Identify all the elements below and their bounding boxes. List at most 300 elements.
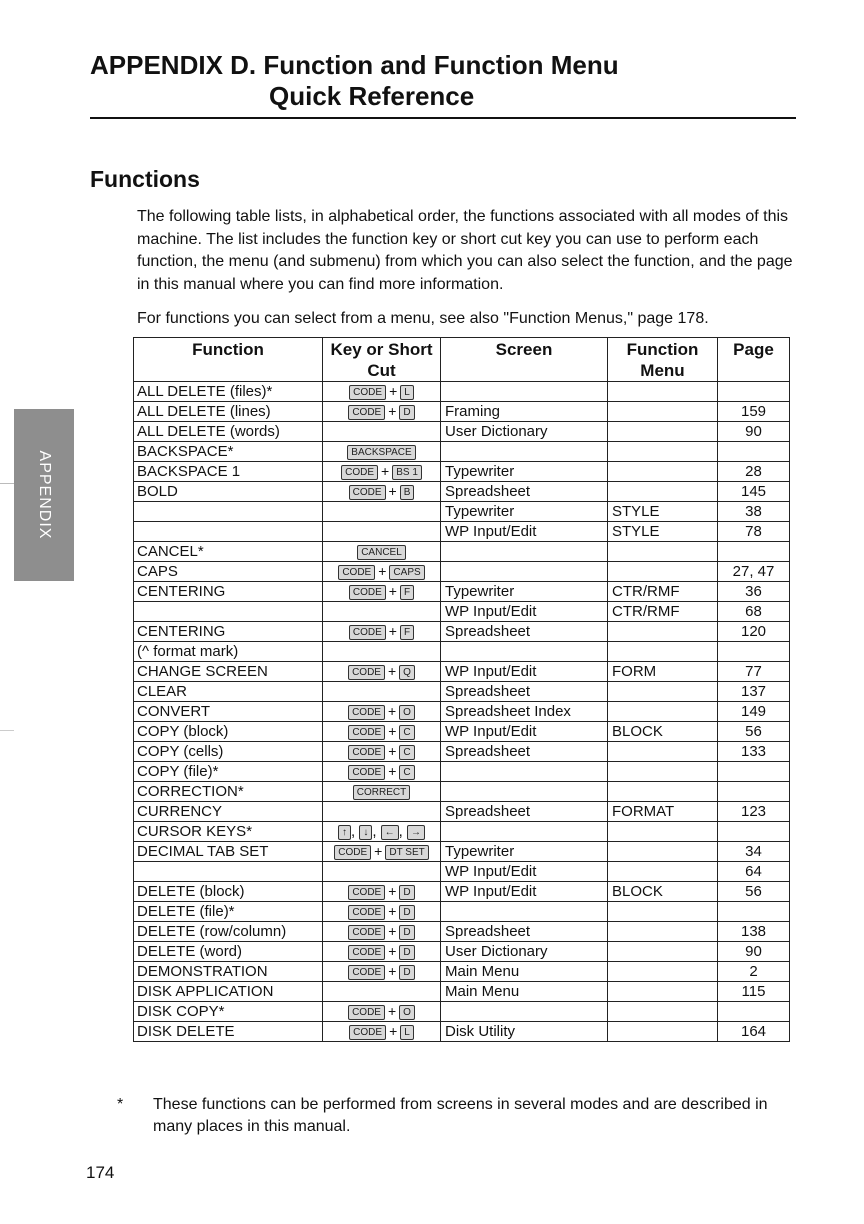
cell-menu — [608, 522, 718, 542]
title-rule — [90, 117, 796, 119]
keycap-icon: BS 1 — [392, 465, 422, 480]
keycap-icon: ↑ — [338, 825, 351, 840]
cell-key — [323, 542, 441, 562]
cell-function-text: CURSOR KEYS* — [137, 823, 253, 840]
footnote — [117, 1094, 797, 1138]
cell-screen — [441, 502, 608, 522]
cell-key: CODE + D — [323, 882, 441, 902]
cell-function-text: CENTERING — [137, 583, 226, 600]
margin-mark — [0, 483, 14, 484]
cell-screen — [441, 902, 608, 922]
cell-page — [718, 662, 790, 682]
keycap-icon: Q — [399, 665, 415, 680]
cell-key — [323, 802, 441, 822]
cell-function-text: CENTERING — [137, 623, 226, 640]
keycap-icon: CODE — [349, 625, 386, 640]
cell-screen — [441, 702, 608, 722]
cell-screen — [441, 882, 608, 902]
keycap-icon: CODE — [348, 965, 385, 980]
keycap-icon: ← — [381, 825, 399, 840]
cell-function-text: DELETE (row/column) — [137, 923, 287, 940]
cell-page-text: 164 — [740, 1023, 767, 1040]
cell-page — [718, 922, 790, 942]
cell-screen — [441, 662, 608, 682]
cell-page-text: 159 — [740, 403, 767, 420]
cell-page-text: 138 — [740, 923, 767, 940]
table-row — [134, 902, 790, 922]
cell-menu — [608, 922, 718, 942]
cell-page-text: 28 — [745, 463, 762, 480]
keycap-icon: CODE — [348, 945, 385, 960]
cell-function-text: DECIMAL TAB SET — [137, 843, 269, 860]
cell-key: CODE + Q — [323, 662, 441, 682]
cell-page — [718, 462, 790, 482]
cell-page — [718, 642, 790, 662]
cell-function — [134, 562, 323, 582]
cell-screen — [441, 1022, 608, 1042]
cell-function — [134, 442, 323, 462]
keycap-icon: CODE — [348, 765, 385, 780]
cell-screen — [441, 482, 608, 502]
cell-screen-text: Spreadsheet — [445, 683, 531, 700]
table-row — [134, 862, 790, 882]
cell-page — [718, 502, 790, 522]
table-row — [134, 802, 790, 822]
cell-screen-text: WP Input/Edit — [445, 723, 537, 740]
cell-key: CODE + D — [323, 402, 441, 422]
keycap-icon: CODE — [349, 585, 386, 600]
cell-screen — [441, 562, 608, 582]
keycap-icon: D — [399, 925, 414, 940]
keycap-icon: BACKSPACE — [347, 445, 415, 460]
cell-function-text: ALL DELETE (files)* — [137, 383, 273, 400]
cell-menu-text: CTR/RMF — [612, 583, 680, 600]
cell-key: ↑ , ↓ , ← , → — [323, 822, 441, 842]
cell-function-text: DELETE (file)* — [137, 903, 235, 920]
cell-function-text: DISK APPLICATION — [137, 983, 274, 1000]
cell-key: CODE + F — [323, 582, 441, 602]
keycap-icon: ↓ — [359, 825, 372, 840]
table-row — [134, 602, 790, 622]
cell-function-text: CANCEL* — [137, 543, 204, 560]
cell-key: CODE + C — [323, 722, 441, 742]
cell-function — [134, 502, 323, 522]
cell-function — [134, 842, 323, 862]
keycap-icon: DT SET — [385, 845, 428, 860]
cell-key: CODE + D — [323, 902, 441, 922]
cell-key: CODE + O — [323, 1002, 441, 1022]
cell-menu — [608, 942, 718, 962]
table-row — [134, 982, 790, 1002]
cell-page — [718, 482, 790, 502]
cell-screen-text: WP Input/Edit — [445, 523, 537, 540]
keycap-icon: O — [399, 705, 415, 720]
cell-menu — [608, 842, 718, 862]
keycap-icon: CODE — [341, 465, 378, 480]
cell-page — [718, 582, 790, 602]
cell-page — [718, 1022, 790, 1042]
cell-page — [718, 962, 790, 982]
cell-menu — [608, 622, 718, 642]
cell-function-text: CORRECTION* — [137, 783, 244, 800]
cell-page — [718, 982, 790, 1002]
keycap-icon: CODE — [348, 885, 385, 900]
table-row — [134, 622, 790, 642]
cell-menu — [608, 962, 718, 982]
header-screen: Screen — [441, 338, 608, 382]
keycap-icon: CODE — [348, 725, 385, 740]
title-line-2: Quick Reference — [269, 81, 475, 111]
keycap-icon: F — [400, 585, 414, 600]
cell-screen — [441, 762, 608, 782]
cell-page — [718, 722, 790, 742]
cell-function — [134, 622, 323, 642]
cell-page — [718, 862, 790, 882]
cell-page — [718, 882, 790, 902]
cell-screen — [441, 922, 608, 942]
keycap-icon: → — [407, 825, 425, 840]
cell-menu — [608, 442, 718, 462]
keycap-icon: D — [399, 965, 414, 980]
cell-function — [134, 902, 323, 922]
keycap-icon: B — [400, 485, 415, 500]
cell-function — [134, 862, 323, 882]
cell-function — [134, 702, 323, 722]
cell-screen — [441, 862, 608, 882]
cell-function — [134, 542, 323, 562]
cell-key — [323, 422, 441, 442]
cell-menu — [608, 662, 718, 682]
keycap-icon: CORRECT — [353, 785, 410, 800]
cell-function — [134, 962, 323, 982]
intro-reference-paragraph: For functions you can select from a menu, see also "Function Menus," page 178. — [137, 310, 709, 327]
keycap-icon: CODE — [348, 665, 385, 680]
cell-function-text: DISK DELETE — [137, 1023, 235, 1040]
cell-screen-text: Spreadsheet Index — [445, 703, 571, 720]
header-menu: Function Menu — [608, 338, 718, 382]
cell-menu-text: BLOCK — [612, 883, 663, 900]
cell-screen — [441, 742, 608, 762]
cell-key: CODE + F — [323, 622, 441, 642]
cell-key: CODE + D — [323, 962, 441, 982]
cell-function — [134, 942, 323, 962]
cell-page-text: 56 — [745, 723, 762, 740]
cell-screen-text: User Dictionary — [445, 423, 548, 440]
cell-menu — [608, 762, 718, 782]
cell-function — [134, 662, 323, 682]
cell-page — [718, 602, 790, 622]
cell-page — [718, 442, 790, 462]
header-page: Page — [718, 338, 790, 382]
cell-key — [323, 502, 441, 522]
cell-function-text: BACKSPACE* — [137, 443, 234, 460]
cell-key — [323, 862, 441, 882]
table-row — [134, 542, 790, 562]
cell-page — [718, 702, 790, 722]
cell-function — [134, 1022, 323, 1042]
cell-function-text: DEMONSTRATION — [137, 963, 268, 980]
cell-menu — [608, 502, 718, 522]
keycap-icon: D — [399, 885, 414, 900]
cell-key: CODE + BS 1 — [323, 462, 441, 482]
table-row — [134, 822, 790, 842]
cell-key: CODE + B — [323, 482, 441, 502]
cell-screen-text: Typewriter — [445, 463, 515, 480]
table-row — [134, 382, 790, 402]
cell-screen — [441, 802, 608, 822]
cell-function-text: BACKSPACE 1 — [137, 463, 241, 480]
cell-function-text: CLEAR — [137, 683, 188, 700]
cell-screen-text: Main Menu — [445, 963, 520, 980]
cell-page-text: 68 — [745, 603, 762, 620]
cell-screen-text: Disk Utility — [445, 1023, 515, 1040]
cell-menu-text: STYLE — [612, 523, 660, 540]
keycap-icon: C — [399, 765, 414, 780]
cell-function-text: ALL DELETE (lines) — [137, 403, 271, 420]
cell-menu — [608, 882, 718, 902]
header-key: Key or Short Cut — [323, 338, 441, 382]
cell-screen — [441, 782, 608, 802]
cell-function — [134, 522, 323, 542]
table-row — [134, 742, 790, 762]
cell-key — [323, 642, 441, 662]
keycap-icon: CANCEL — [357, 545, 406, 560]
cell-function-text: CHANGE SCREEN — [137, 663, 268, 680]
keycap-icon: CODE — [348, 905, 385, 920]
cell-page — [718, 542, 790, 562]
cell-function-text: DELETE (block) — [137, 883, 245, 900]
cell-screen — [441, 682, 608, 702]
table-row — [134, 502, 790, 522]
cell-menu — [608, 462, 718, 482]
cell-page — [718, 622, 790, 642]
cell-function — [134, 462, 323, 482]
cell-menu — [608, 1022, 718, 1042]
cell-key: CODE + L — [323, 1022, 441, 1042]
cell-page — [718, 402, 790, 422]
cell-function-text: DISK COPY* — [137, 1003, 225, 1020]
cell-menu — [608, 582, 718, 602]
cell-menu-text: STYLE — [612, 503, 660, 520]
keycap-icon: CODE — [349, 1025, 386, 1040]
cell-function-text: COPY (cells) — [137, 743, 224, 760]
cell-function — [134, 822, 323, 842]
table-row — [134, 1002, 790, 1022]
cell-function — [134, 762, 323, 782]
table-row — [134, 762, 790, 782]
cell-screen-text: Typewriter — [445, 843, 515, 860]
appendix-side-tab — [14, 409, 74, 581]
cell-menu — [608, 482, 718, 502]
cell-function — [134, 402, 323, 422]
cell-function — [134, 602, 323, 622]
cell-function-text: BOLD — [137, 483, 178, 500]
cell-function — [134, 982, 323, 1002]
cell-page — [718, 842, 790, 862]
table-row — [134, 442, 790, 462]
cell-menu — [608, 542, 718, 562]
cell-function — [134, 482, 323, 502]
cell-page-text: 27, 47 — [732, 563, 775, 580]
cell-function-text: COPY (block) — [137, 723, 229, 740]
table-row — [134, 662, 790, 682]
cell-page — [718, 942, 790, 962]
keycap-icon: D — [399, 905, 414, 920]
cell-screen — [441, 462, 608, 482]
table-row — [134, 522, 790, 542]
cell-menu — [608, 642, 718, 662]
cell-key — [323, 442, 441, 462]
cell-key — [323, 982, 441, 1002]
keycap-icon: D — [399, 405, 414, 420]
cell-screen-text: Framing — [445, 403, 501, 420]
title-line-1: APPENDIX D. Function and Function Menu — [90, 50, 619, 80]
table-row — [134, 942, 790, 962]
keycap-icon: CODE — [338, 565, 375, 580]
cell-page — [718, 822, 790, 842]
cell-key: CODE + C — [323, 762, 441, 782]
cell-menu — [608, 382, 718, 402]
intro-paragraph: The following table lists, in alphabetical order, the functions associated with all modes of this machine. The list includes the function key or short cut key you can use to perform each function, the menu (and submenu) from which you can also select the function, and the page in this manual where you can find more information. — [137, 208, 793, 293]
cell-function — [134, 582, 323, 602]
cell-page-text: 90 — [745, 423, 762, 440]
cell-page — [718, 902, 790, 922]
cell-page — [718, 802, 790, 822]
cell-function — [134, 422, 323, 442]
cell-menu-text: CTR/RMF — [612, 603, 680, 620]
table-row — [134, 882, 790, 902]
cell-screen — [441, 962, 608, 982]
cell-screen — [441, 642, 608, 662]
cell-screen — [441, 382, 608, 402]
cell-function — [134, 682, 323, 702]
cell-menu — [608, 702, 718, 722]
table-row — [134, 682, 790, 702]
cell-screen — [441, 542, 608, 562]
cell-page-text: 77 — [745, 663, 762, 680]
cell-screen — [441, 602, 608, 622]
table-row — [134, 462, 790, 482]
keycap-icon: CODE — [349, 485, 386, 500]
table-row — [134, 842, 790, 862]
cell-screen — [441, 842, 608, 862]
cell-screen — [441, 522, 608, 542]
cell-menu-text: BLOCK — [612, 723, 663, 740]
cell-screen-text: Spreadsheet — [445, 803, 531, 820]
cell-function — [134, 642, 323, 662]
cell-menu — [608, 742, 718, 762]
cell-menu-text: FORM — [612, 663, 657, 680]
cell-page-text: 123 — [740, 803, 767, 820]
table-body — [134, 382, 790, 1042]
cell-screen-text: Spreadsheet — [445, 483, 531, 500]
cell-page-text: 56 — [745, 883, 762, 900]
keycap-icon: CODE — [348, 745, 385, 760]
cell-key — [323, 782, 441, 802]
cell-screen-text: Typewriter — [445, 503, 515, 520]
cell-function — [134, 742, 323, 762]
header-function: Function — [134, 338, 323, 382]
table-row — [134, 922, 790, 942]
cell-screen-text: WP Input/Edit — [445, 603, 537, 620]
cell-menu — [608, 602, 718, 622]
cell-function — [134, 782, 323, 802]
keycap-icon: C — [399, 745, 414, 760]
keycap-icon: CODE — [348, 1005, 385, 1020]
cell-menu — [608, 722, 718, 742]
cell-screen — [441, 622, 608, 642]
cell-key — [323, 602, 441, 622]
cell-screen — [441, 1002, 608, 1022]
cell-page — [718, 562, 790, 582]
cell-function-text: ALL DELETE (words) — [137, 423, 280, 440]
cell-key: CODE + CAPS — [323, 562, 441, 582]
cell-page-text: 145 — [740, 483, 767, 500]
cell-menu — [608, 402, 718, 422]
cell-function-text: (^ format mark) — [137, 643, 239, 660]
cell-page — [718, 682, 790, 702]
cell-menu — [608, 982, 718, 1002]
cell-page-text: 36 — [745, 583, 762, 600]
cell-screen — [441, 942, 608, 962]
cell-function-text: DELETE (word) — [137, 943, 243, 960]
keycap-icon: D — [399, 945, 414, 960]
cell-function-text: CONVERT — [137, 703, 211, 720]
cell-screen-text: Spreadsheet — [445, 743, 531, 760]
cell-page-text: 38 — [745, 503, 762, 520]
cell-key: CODE + D — [323, 922, 441, 942]
cell-key: CODE + O — [323, 702, 441, 722]
cell-page-text: 34 — [745, 843, 762, 860]
cell-function — [134, 802, 323, 822]
table-row — [134, 782, 790, 802]
table-row — [134, 402, 790, 422]
cell-screen — [441, 442, 608, 462]
cell-menu — [608, 1002, 718, 1022]
cell-key — [323, 682, 441, 702]
table-row — [134, 722, 790, 742]
table-header-row — [134, 338, 790, 382]
cell-key — [323, 522, 441, 542]
footnote-text: These functions can be performed from screens in several modes and are described in many places in this manual. — [153, 1096, 768, 1135]
table-row — [134, 422, 790, 442]
keycap-icon: CODE — [349, 385, 386, 400]
cell-page — [718, 782, 790, 802]
table-row — [134, 702, 790, 722]
table-row — [134, 642, 790, 662]
cell-page-text: 149 — [740, 703, 767, 720]
cell-function — [134, 1002, 323, 1022]
cell-key: CODE + L — [323, 382, 441, 402]
table-row — [134, 582, 790, 602]
cell-function-text: COPY (file)* — [137, 763, 219, 780]
function-reference-table — [133, 337, 790, 1042]
cell-page — [718, 382, 790, 402]
cell-menu — [608, 682, 718, 702]
keycap-icon: CODE — [348, 405, 385, 420]
cell-menu — [608, 802, 718, 822]
cell-page-text: 133 — [740, 743, 767, 760]
keycap-icon: CODE — [348, 705, 385, 720]
page-number: 174 — [86, 1163, 115, 1182]
cell-screen — [441, 982, 608, 1002]
cell-key: CODE + C — [323, 742, 441, 762]
cell-screen-text: User Dictionary — [445, 943, 548, 960]
cell-menu — [608, 822, 718, 842]
cell-screen-text: Spreadsheet — [445, 923, 531, 940]
cell-menu — [608, 782, 718, 802]
cell-screen-text: Main Menu — [445, 983, 520, 1000]
